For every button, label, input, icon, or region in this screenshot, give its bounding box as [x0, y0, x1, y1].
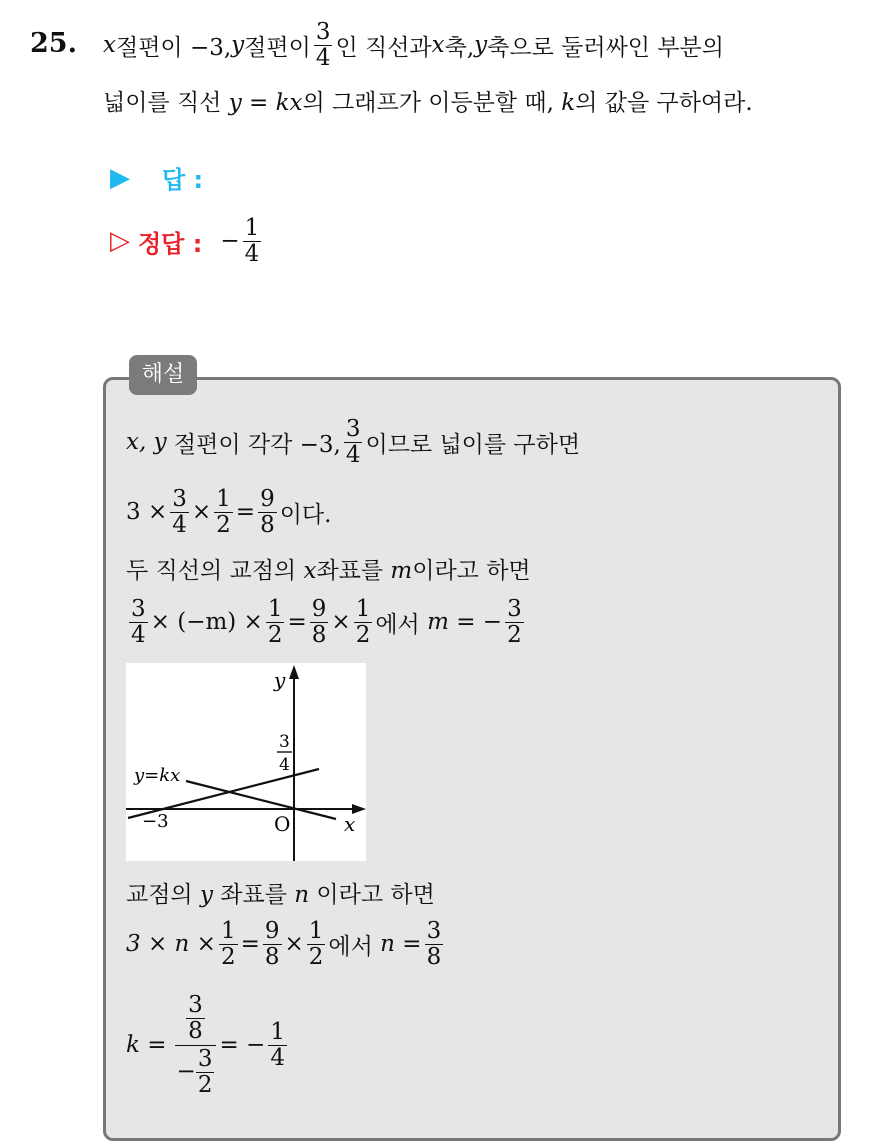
text: ×	[331, 609, 351, 635]
x-axis-label: x	[344, 812, 356, 836]
solution-line-4	[126, 592, 527, 652]
fraction: $\frac{1}{2}$	[308, 917, 324, 970]
text: = −	[219, 1032, 266, 1058]
text: =	[235, 499, 256, 525]
solution-line-6	[126, 914, 446, 974]
vars-xy: x, y	[126, 429, 167, 455]
answer-row	[110, 160, 203, 195]
fraction: $\frac{3}{2}$	[507, 595, 522, 648]
question-number: 25.	[30, 28, 77, 59]
text: 절편이	[244, 34, 311, 61]
y-axis-arrow-icon	[289, 665, 299, 679]
solution-line-3	[126, 552, 531, 585]
text: 에서	[375, 611, 420, 638]
graph	[126, 663, 366, 861]
equation: k =	[126, 1032, 167, 1058]
text: ×	[191, 499, 212, 525]
fraction: $\frac{9}{8}$	[311, 595, 327, 648]
complex-fraction	[175, 992, 217, 1099]
graph-svg	[126, 663, 366, 861]
var-y: y	[199, 882, 213, 908]
text: 좌표를	[316, 558, 391, 584]
text: =	[287, 609, 307, 635]
equation: y = kx	[228, 90, 303, 116]
text: 절편이 −3,	[115, 34, 232, 61]
fraction: $\frac{3}{8}$	[188, 991, 203, 1044]
text: 이라고 하면	[309, 882, 435, 908]
minus-sign: −	[220, 228, 240, 254]
correct-arrow-icon: ▷	[110, 226, 130, 256]
text: × (−m) ×	[150, 609, 263, 635]
text: 인 직선과	[335, 34, 432, 61]
text: 의 값을 구하여라.	[575, 90, 753, 116]
answer-label: 답 :	[162, 166, 204, 194]
fraction: $\frac{1}{2}$	[355, 595, 371, 648]
text: 이므로 넓이를 구하면	[365, 431, 581, 458]
fraction: $\frac{3}{4}$	[345, 415, 361, 468]
complex-denominator	[175, 1046, 217, 1099]
line-y-kx	[186, 781, 336, 819]
fraction: $\frac{1}{2}$	[267, 595, 283, 648]
text: 절편이 각각 −3,	[173, 431, 341, 458]
text: 3 ×	[126, 499, 168, 525]
fraction: $\frac{1}{2}$	[220, 917, 236, 970]
var-n: n	[294, 882, 310, 908]
answer-arrow-icon: ▶	[110, 162, 130, 193]
origin-label: O	[274, 812, 291, 836]
correct-answer-row	[110, 210, 264, 272]
complex-numerator	[175, 992, 217, 1046]
equation: m = −	[427, 609, 503, 635]
solution-line-1	[126, 412, 580, 472]
var-y: y	[231, 32, 245, 58]
y-intercept-num: 3	[279, 732, 290, 752]
equation: n =	[380, 931, 422, 957]
var-y: y	[474, 32, 488, 58]
fraction: $\frac{9}{8}$	[264, 917, 280, 970]
text: ×	[284, 931, 304, 957]
correct-label: 정답 :	[138, 229, 203, 258]
fraction: $\frac{3}{8}$	[426, 917, 442, 970]
solution-line-5	[126, 876, 435, 909]
text: =	[240, 931, 260, 957]
var-m: m	[390, 558, 413, 584]
solution-line-7	[126, 985, 290, 1105]
text: 교점의	[126, 882, 200, 908]
fraction-3-4: $\frac{3}{4}$	[315, 18, 331, 71]
text: 두 직선의 교점의	[126, 558, 304, 584]
var-k: k	[561, 90, 576, 116]
fraction: $\frac{3}{4}$	[172, 485, 187, 538]
text: 이다.	[279, 501, 332, 528]
var-x: x	[431, 32, 445, 58]
text: 축,	[444, 34, 475, 61]
text: 의 그래프가 이등분할 때,	[302, 90, 562, 116]
fraction-1-4: $\frac{1}{4}$	[244, 214, 260, 267]
fraction: $\frac{1}{4}$	[270, 1018, 285, 1071]
var-x: x	[103, 32, 116, 58]
y-intercept-den: 4	[279, 755, 290, 775]
line-label: y=kx	[134, 765, 181, 786]
solution-line-2	[126, 482, 331, 542]
fraction: $\frac{3}{2}$	[197, 1045, 213, 1098]
solution-tag: 해설	[129, 355, 197, 395]
equation: 3 × n ×	[126, 931, 216, 957]
text: 에서	[328, 933, 373, 960]
x-intercept-label: −3	[142, 811, 169, 832]
minus-sign: −	[176, 1058, 196, 1084]
var-x: x	[303, 558, 317, 584]
text: 넓이를 직선	[103, 90, 229, 116]
text: 좌표를	[212, 882, 295, 908]
text: 이라고 하면	[412, 558, 531, 584]
problem-line-2	[103, 84, 753, 117]
fraction: $\frac{1}{2}$	[216, 485, 231, 538]
problem-line-1	[103, 14, 724, 76]
fraction: $\frac{9}{8}$	[260, 485, 275, 538]
fraction: $\frac{3}{4}$	[131, 595, 146, 648]
y-axis-label: y	[274, 668, 286, 692]
text: 축으로 둘러싸인 부분의	[487, 34, 724, 61]
